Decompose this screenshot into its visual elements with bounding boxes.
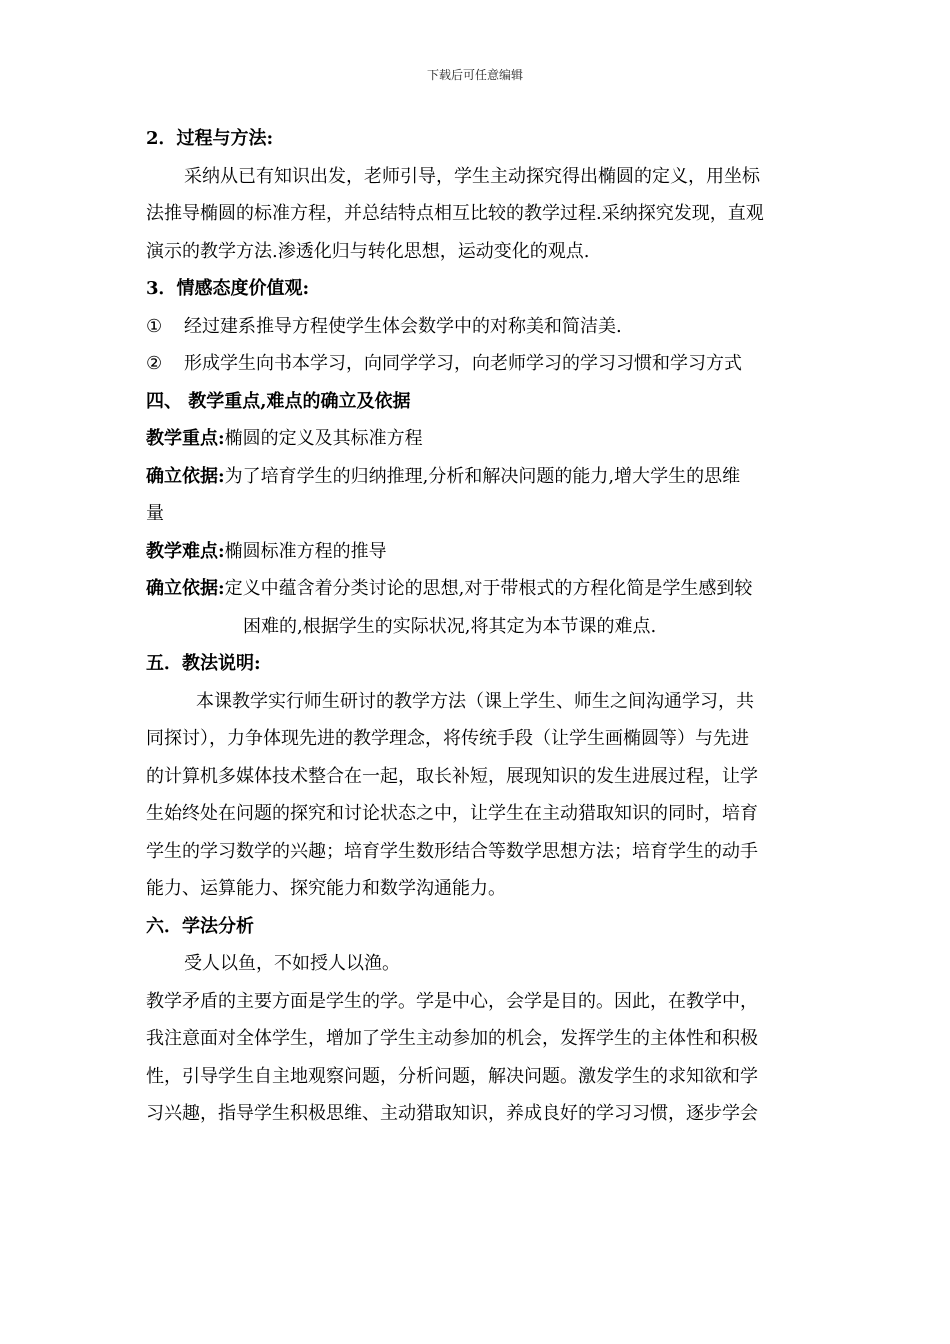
- section-6-title: 六．学法分析: [146, 915, 254, 937]
- section-5-title: 五．教法说明:: [146, 653, 261, 674]
- paragraph-line: 同探讨），力争体现先进的教学理念，将传统手段（让学生画椭圆等）与先进: [146, 728, 749, 749]
- key-point-row: [146, 420, 811, 458]
- basis-text: 为了培育学生的归纳推理,分析和解决问题的能力,增大学生的思维: [224, 465, 741, 487]
- paragraph-line: 生始终处在问题的探究和讨论状态之中，让学生在主动猎取知识的同时，培育: [146, 803, 758, 824]
- paragraph-line: 本课教学实行师生研讨的教学方法（课上学生、师生之间沟通学习，共: [196, 690, 754, 712]
- basis-label: 确立依据:: [146, 465, 225, 487]
- basis-label: 确立依据:: [146, 578, 225, 599]
- paragraph-line: 的计算机多媒体技术整合在一起，取长补短，展现知识的发生进展过程，让学: [146, 765, 758, 787]
- paragraph-line: 学生的学习数学的兴趣；培育学生数形结合等数学思想方法；培育学生的动手: [146, 840, 758, 862]
- section-2-title: 2．过程与方法:: [146, 128, 274, 149]
- basis-text: 定义中蕴含着分类讨论的思想,对于带根式的方程化简是学生感到较: [224, 578, 753, 599]
- list-number: ①: [146, 315, 163, 337]
- page-header: 下载后可任意编辑: [426, 68, 523, 82]
- difficulty-row: [146, 533, 811, 571]
- key-point-text: 椭圆的定义及其标准方程: [224, 428, 423, 449]
- section-4-title: 四、 教学重点,难点的确立及依据: [146, 390, 411, 412]
- list-text: 形成学生向书本学习，向同学学习，向老师学习的学习习惯和学习方式: [184, 353, 742, 374]
- paragraph-line: 我注意面对全体学生，增加了学生主动参加的机会，发挥学生的主体性和积极: [146, 1028, 758, 1049]
- paragraph-line: 法推导椭圆的标准方程，并总结特点相互比较的教学过程.采纳探究发现，直观: [146, 203, 764, 224]
- basis-row: [146, 458, 811, 496]
- difficulty-text: 椭圆标准方程的推导: [224, 540, 387, 562]
- paragraph-line: 演示的教学方法.渗透化归与转化思想，运动变化的观点.: [146, 240, 590, 262]
- list-item: [146, 345, 811, 383]
- paragraph-line: 采纳从已有知识出发，老师引导，学生主动探究得出椭圆的定义，用坐标: [184, 165, 760, 187]
- list-text: 经过建系推导方程使学生体会数学中的对称美和简洁美.: [184, 315, 622, 337]
- basis-continuation: 困难的,根据学生的实际状况,将其定为本节课的难点.: [243, 615, 657, 637]
- difficulty-label: 教学难点:: [146, 540, 225, 562]
- paragraph-line: 教学矛盾的主要方面是学生的学。学是中心，会学是目的。因此，在教学中，: [146, 990, 758, 1012]
- paragraph-line: 受人以鱼，不如授人以渔。: [184, 953, 400, 974]
- key-point-label: 教学重点:: [146, 428, 225, 449]
- basis-row: [146, 570, 811, 608]
- paragraph-line: 能力、运算能力、探究能力和数学沟通能力。: [146, 878, 506, 899]
- list-number: ②: [146, 353, 163, 374]
- paragraph-line: 性，引导学生自主地观察问题，分析问题，解决问题。激发学生的求知欲和学: [146, 1065, 758, 1087]
- basis-continuation: 量: [146, 503, 164, 524]
- paragraph-line: 习兴趣，指导学生积极思维、主动猎取知识，养成良好的学习习惯，逐步学会: [146, 1103, 758, 1124]
- document-body: [146, 120, 811, 1133]
- section-3-title: 3．情感态度价值观:: [146, 278, 310, 299]
- list-item: [146, 308, 811, 346]
